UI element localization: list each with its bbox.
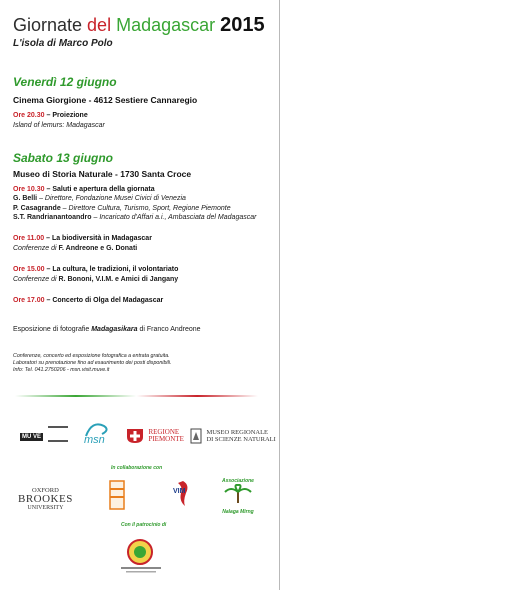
oxford-line1: OXFORD [32, 487, 59, 494]
event-title: Proiezione [52, 112, 88, 119]
museo-regionale-logo [190, 427, 276, 445]
msn-logo [80, 418, 116, 444]
title-word-madagascar: Madagascar [116, 15, 221, 35]
speaker-row: S.T. Randrianantoandro – Incaricato d'Affari a.i., Ambasciata del Madagascar [13, 214, 257, 221]
museo-emblem-icon [190, 428, 202, 444]
patronage-label: Con il patrocinio di [121, 522, 167, 528]
speaker-name: P. Casagrande [13, 205, 61, 212]
museo-line2: DI SCIENZE NATURALI [206, 435, 276, 443]
speaker-role: Direttore, Fondazione Musei Civici di Venezia [44, 195, 186, 202]
assoc-line1: Associazione [222, 478, 254, 484]
speaker-row: P. Casagrande – Direttore Cultura, Turismo, Sport, Regione Piemonte [13, 205, 231, 212]
event1-line: Ore 10.30 – Saluti e apertura della giornata [13, 186, 155, 193]
day1-heading: Venerdì 12 giugno [13, 75, 117, 89]
event-title: La cultura, le tradizioni, il volontariato [52, 266, 179, 273]
institute-logo-graphic [109, 480, 125, 510]
institute-logo [109, 480, 125, 515]
info-line: Info: Tel. 041.2750206 - msn.visit.muve.it [13, 367, 110, 373]
speaker-role: Incaricato d'Affari a.i., Ambasciata del Madagascar [99, 214, 257, 221]
event4-line: Ore 17.00 – Concerto di Olga del Madagascar [13, 297, 164, 304]
exhibition-suffix: di Franco Andreone [137, 326, 201, 333]
info-line: Laboratori su prenotazione fino ad esaurimento dei posti disponibili. [13, 360, 172, 366]
day1-event-detail: Island of lemurs: Madagascar [13, 122, 105, 129]
muve-logo [20, 425, 68, 443]
muve-logo-text: MU VE [22, 434, 42, 440]
event3-line: Ore 15.00 – La cultura, le tradizioni, il volontariato [13, 266, 179, 273]
speaker-row: G. Belli – Direttore, Fondazione Musei Civici di Venezia [13, 195, 186, 202]
event-time: Ore 11.00 [13, 235, 45, 242]
exhibition-name: Madagasikara [91, 326, 138, 333]
oxford-brookes-logo [18, 487, 73, 511]
event-title-prefix: Concerto di [52, 297, 94, 304]
assoc-line2: Nalaga Mirng [222, 509, 254, 515]
day2-venue: Museo di Storia Naturale - 1730 Santa Croce [13, 169, 192, 179]
oxford-line2: BROOKES [18, 493, 73, 505]
palm-tree-icon [223, 484, 253, 504]
vim-logo-text: VIM [173, 488, 186, 495]
event-title: La biodiversità in Madagascar [51, 235, 152, 242]
page-divider-line [279, 0, 280, 590]
regione-piemonte-logo [126, 427, 184, 445]
event-time: Ore 10.30 [13, 186, 45, 193]
tricolor-divider [15, 395, 258, 397]
event-time: Ore 20.30 [13, 112, 45, 119]
event2-line: Ore 11.00 – La biodiversità in Madagascar [13, 235, 152, 242]
page-title [13, 14, 265, 36]
madagascar-embassy-emblem [116, 536, 166, 579]
speaker-role: Direttore Cultura, Turismo, Sport, Regione Piemonte [68, 205, 231, 212]
day2-heading: Sabato 13 giugno [13, 151, 114, 165]
collaboration-label: In collaborazione con [111, 465, 163, 471]
title-word-giornate: Giornate [13, 15, 88, 35]
msn-logo-text: msn [84, 434, 105, 444]
oxford-line3: UNIVERSITY [27, 505, 64, 511]
day1-venue: Cinema Giorgione - 4612 Sestiere Cannaregio [13, 95, 198, 105]
event-time: Ore 17.00 [13, 297, 45, 304]
event3-detail [13, 275, 178, 284]
vim-logo [172, 479, 194, 512]
detail-prefix: Conferenze di [13, 276, 59, 283]
event2-detail [13, 244, 137, 253]
associazione-logo [222, 478, 254, 515]
exhibition-prefix: Esposizione di fotografie [13, 326, 92, 333]
regione-line1: REGIONE [148, 427, 180, 436]
speaker-name: G. Belli [13, 195, 38, 202]
msn-logo-graphic [80, 418, 116, 444]
day1-event-line: Ore 20.30 – Proiezione [13, 112, 88, 119]
vim-logo-graphic [172, 479, 194, 507]
detail-prefix: Conferenze di [13, 245, 59, 252]
exhibition-line [13, 325, 201, 334]
detail-names: F. Andreone e G. Donati [58, 245, 138, 252]
piemonte-shield-icon [126, 428, 144, 444]
regione-line2: PIEMONTE [148, 434, 184, 443]
event-title-name: Olga del Madagascar [93, 297, 164, 304]
info-line: Conferenze, concerto ed esposizione fotografica a entrata gratuita. [13, 353, 170, 359]
title-word-del: del [87, 15, 117, 35]
embassy-emblem-icon [116, 536, 166, 574]
speaker-name: S.T. Randrianantoandro [13, 214, 92, 221]
title-year: 2015 [220, 14, 265, 36]
page-subtitle: L'isola di Marco Polo [13, 38, 113, 49]
event-title: Saluti e apertura della giornata [52, 186, 155, 193]
museo-line1: MUSEO REGIONALE [206, 428, 269, 436]
event-time: Ore 15.00 [13, 266, 45, 273]
detail-names: R. Bononi, V.I.M. e Amici di Jangany [58, 276, 179, 283]
